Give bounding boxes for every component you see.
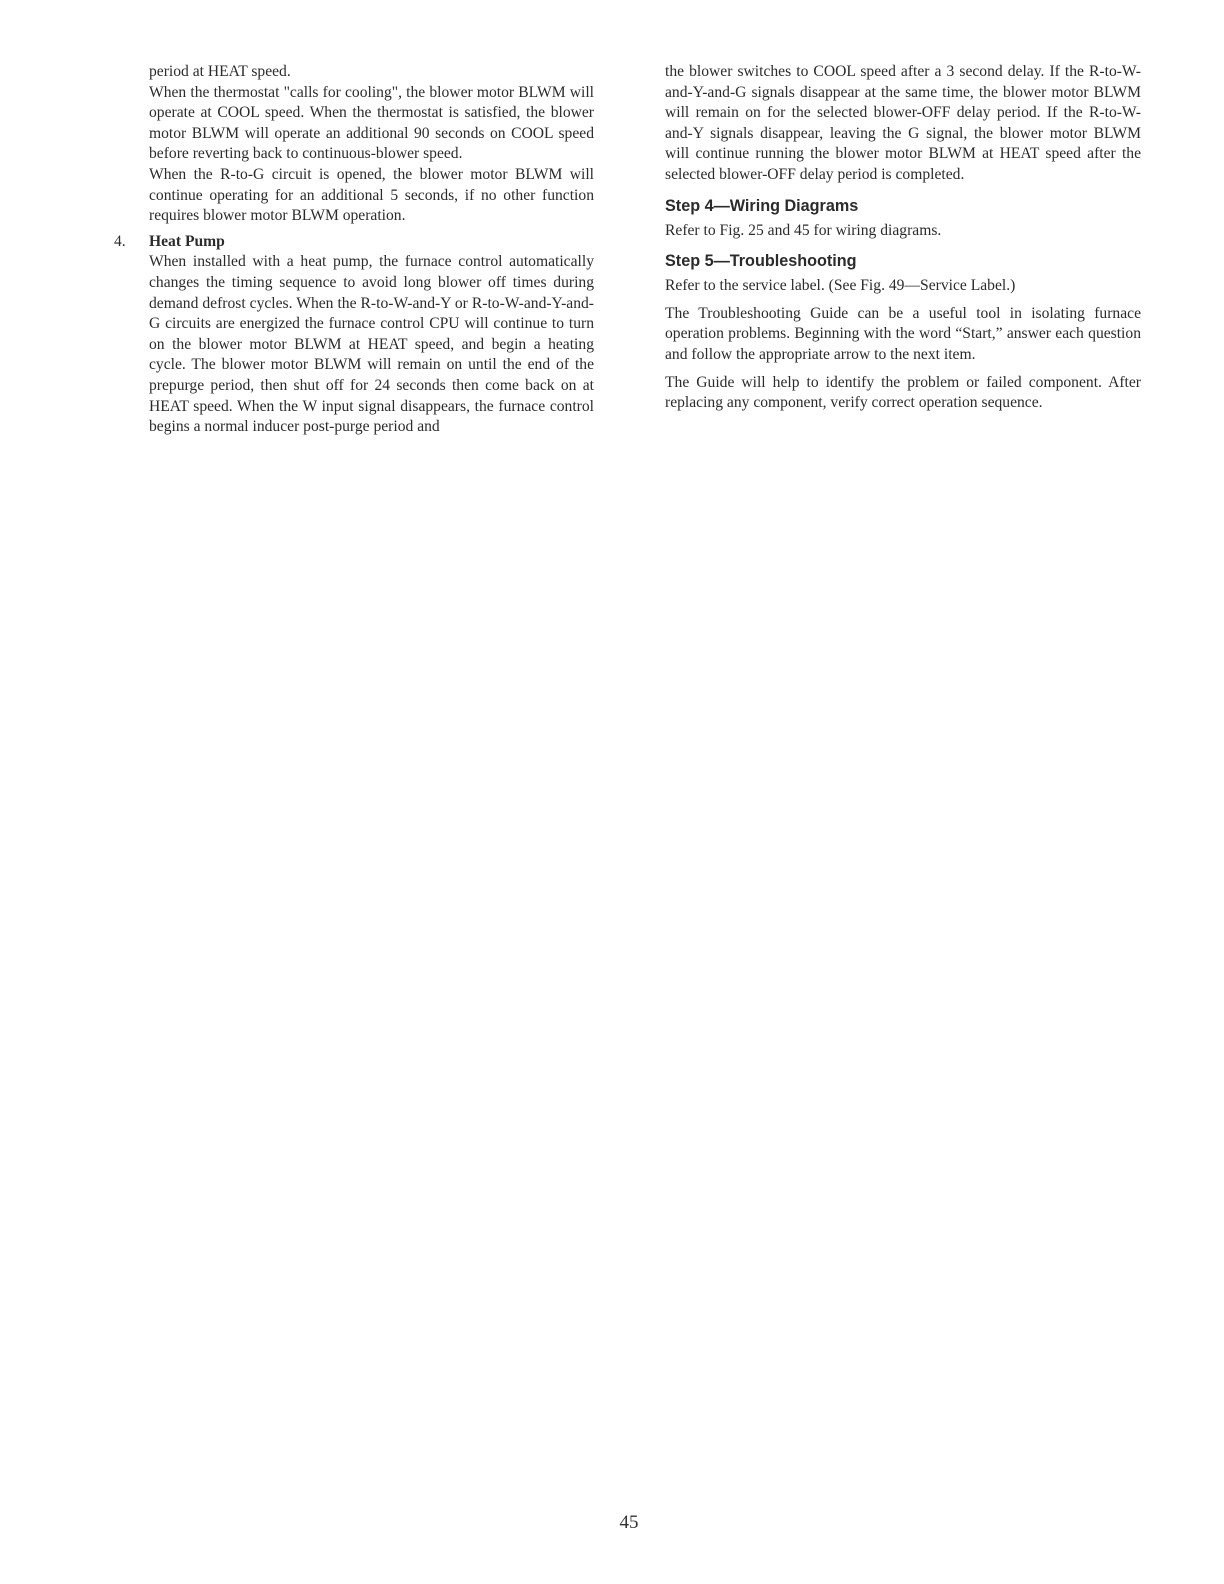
- body-paragraph: period at HEAT speed.: [149, 63, 291, 80]
- body-paragraph: Refer to the service label. (See Fig. 49—Service Label.): [665, 277, 1016, 295]
- right-column: [665, 62, 1141, 414]
- section-heading-troubleshooting: Step 5—Troubleshooting: [665, 252, 857, 271]
- body-paragraph: When the R-to-G circuit is opened, the blower motor BLWM will continue operating for an additional 5 seconds, if no other function requires blower motor BLWM operation.: [149, 165, 594, 225]
- item-number: 4.: [114, 232, 126, 250]
- left-column: [114, 62, 594, 438]
- body-paragraph: The Troubleshooting Guide can be a useful tool in isolating furnace operation problems. Beginning with the word “Start,” answer each question and follow the appropriate arrow to the next item.: [665, 304, 1141, 363]
- page-number: 45: [619, 1512, 639, 1533]
- body-paragraph: When installed with a heat pump, the furnace control automatically changes the timing sequence to avoid long blower off times during demand defrost cycles. When the R-to-W-and-Y or R-to-W-and-Y-and-G circuits are energized the furnace control CPU will continue to turn on the blower motor BLWM at HEAT speed, and begin a heating cycle. The blower motor BLWM will remain on until the end of the prepurge period, then shut off for 24 seconds then come back on at HEAT speed. When the W input signal disappears, the furnace control begins a normal inducer post-purge period and: [149, 253, 594, 436]
- body-paragraph: Refer to Fig. 25 and 45 for wiring diagrams.: [665, 221, 942, 239]
- body-paragraph: The Guide will help to identify the problem or failed component. After replacing any component, verify correct operation sequence.: [665, 373, 1141, 412]
- body-paragraph: the blower switches to COOL speed after a 3 second delay. If the R-to-W-and-Y-and-G signals disappear at the same time, the blower motor BLWM will remain on for the selected blower-OFF delay period. If the R-to-W-and-Y signals disappear, leaving the G signal, the blower motor BLWM will continue running the blower motor BLWM at HEAT speed after the selected blower-OFF delay period is completed.: [665, 63, 1141, 183]
- body-paragraph: When the thermostat "calls for cooling", the blower motor BLWM will operate at COOL speed. When the thermostat is satisfied, the blower motor BLWM will operate an additional 90 seconds on COOL speed before reverting back to continuous-blower speed.: [149, 83, 594, 163]
- section-heading-wiring-diagrams: Step 4—Wiring Diagrams: [665, 196, 859, 215]
- item-title: Heat Pump: [149, 232, 225, 250]
- item-heading-heat-pump: [114, 232, 594, 253]
